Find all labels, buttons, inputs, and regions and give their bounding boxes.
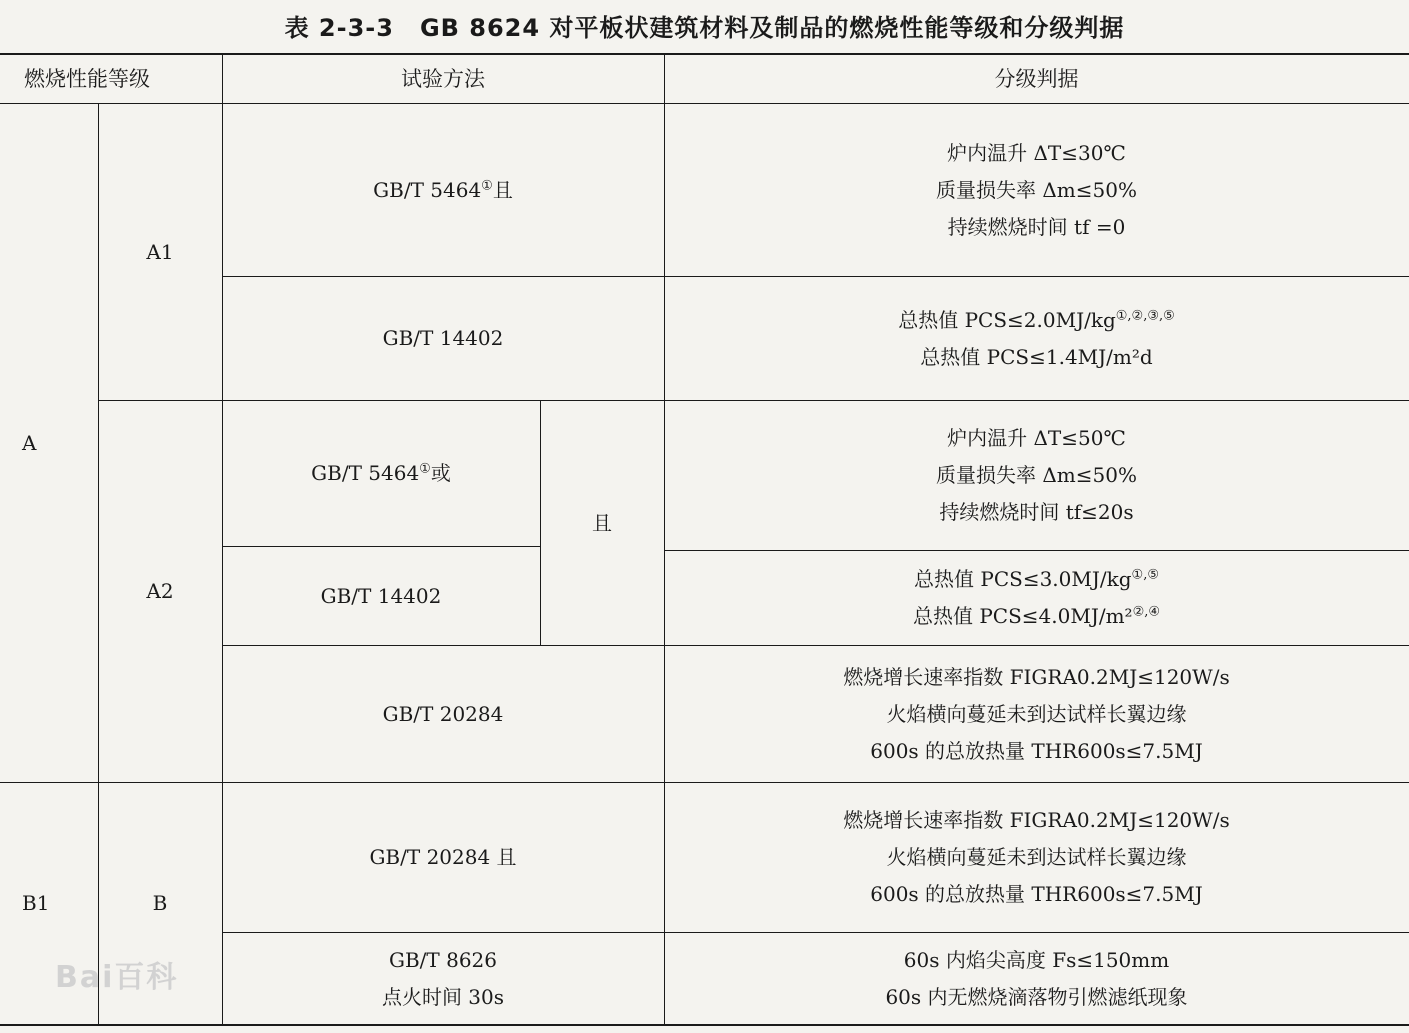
criteria-cell [664,401,1409,550]
method-text: GB/T 20284 且 [369,845,517,869]
criteria-line: 持续燃烧时间 tf =0 [947,214,1126,239]
header-criteria: 分级判据 [994,66,1079,91]
table-title [0,8,1409,43]
criteria-cell [664,783,1409,932]
criteria-cell [664,277,1409,400]
method-text: 点火时间 30s [381,984,505,1009]
criteria-line: 质量损失率 Δm≤50% [936,463,1137,487]
criteria-line: 火焰横向蔓延未到达试样长翼边缘 [886,701,1187,726]
criteria-line: 60s 内焰尖高度 Fs≤150mm [903,947,1170,972]
grade-A2: A2 [146,578,174,603]
criteria-line: 炉内温升 ΔT≤30℃ [947,140,1126,165]
grade-A: A [22,430,37,455]
criteria-cell [664,646,1409,782]
criteria-line: 600s 的总放热量 THR600s≤7.5MJ [870,738,1203,763]
criteria-cell [664,551,1409,645]
method-text: GB/T 5464①且 [373,177,513,202]
criteria-line: 60s 内无燃烧滴落物引燃滤纸现象 [885,984,1188,1009]
method-cell [222,547,540,645]
method-text: GB/T 14402 [320,583,442,608]
and-cell: 且 [592,510,612,535]
grade-B: B [152,891,168,915]
criteria-line: 燃烧增长速率指数 FIGRA0.2MJ≤120W/s [843,808,1230,832]
criteria-line: 燃烧增长速率指数 FIGRA0.2MJ≤120W/s [843,664,1230,689]
criteria-line: 总热值 PCS≤1.4MJ/m²d [920,344,1153,369]
criteria-cell [664,933,1409,1024]
criteria-line: 火焰横向蔓延未到达试样长翼边缘 [886,845,1187,869]
method-cell [222,783,664,932]
criteria-line: 总热值 PCS≤3.0MJ/kg①,⑤ [914,567,1159,591]
method-cell [222,933,664,1024]
method-cell [222,646,664,782]
criteria-cell [664,104,1409,276]
method-cell [222,277,664,400]
bottom-rule [0,1024,1409,1026]
method-text: GB/T 14402 [382,326,504,350]
header-method: 试验方法 [401,66,485,91]
criteria-line: 质量损失率 Δm≤50% [936,177,1137,202]
criteria-line: 600s 的总放热量 THR600s≤7.5MJ [870,882,1203,906]
table-caption: GB 8624 对平板状建筑材料及制品的燃烧性能等级和分级判据 [419,14,1125,42]
grade-A1: A1 [146,239,174,264]
table-number: 表 2-3-3 [284,14,394,42]
criteria-line: 炉内温升 ΔT≤50℃ [947,426,1126,450]
method-text: GB/T 20284 [382,701,504,726]
baike-watermark: Bai百科 [55,960,179,995]
grade-B1: B1 [22,891,50,915]
criteria-line: 总热值 PCS≤2.0MJ/kg①,②,③,⑤ [898,307,1175,332]
method-text: GB/T 8626 [388,947,497,972]
method-cell [222,401,540,546]
header-grade: 燃烧性能等级 [24,66,150,91]
criteria-line: 持续燃烧时间 tf≤20s [939,500,1134,524]
method-cell [222,104,664,276]
method-text: GB/T 5464①或 [311,461,451,485]
criteria-line: 总热值 PCS≤4.0MJ/m²②,④ [912,604,1161,628]
